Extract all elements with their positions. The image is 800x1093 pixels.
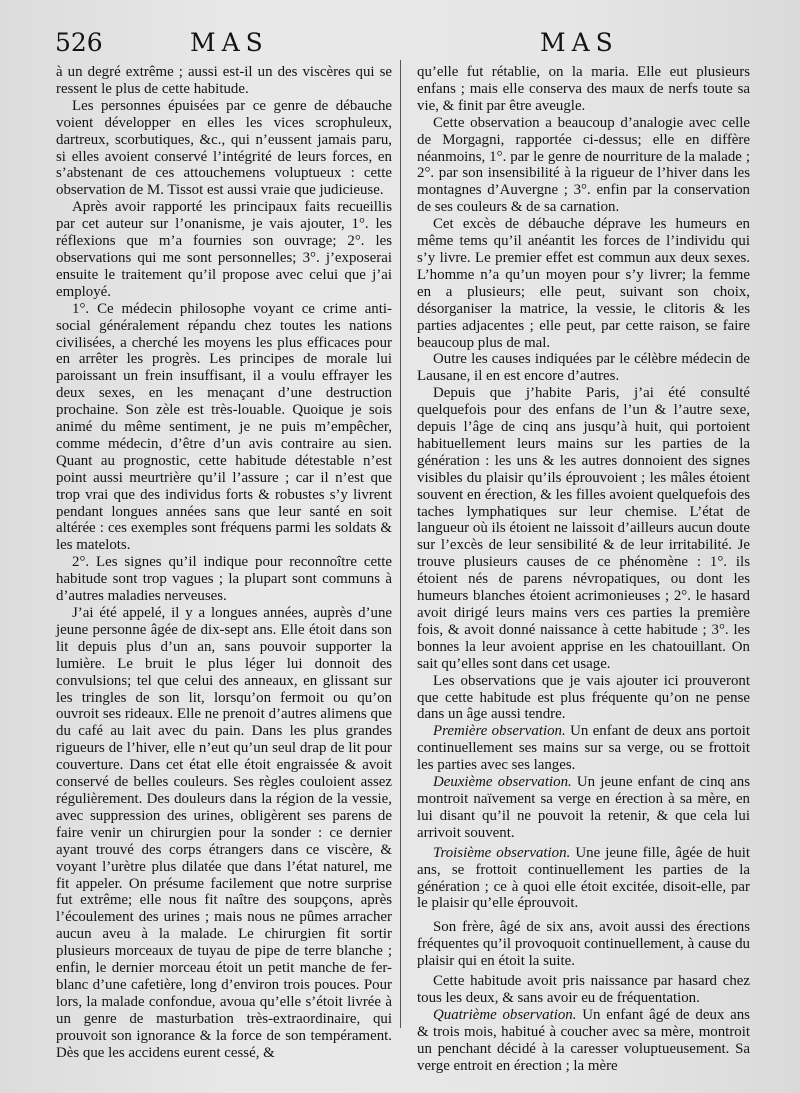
left-column [56, 64, 392, 1061]
paragraph [417, 385, 750, 672]
observation-label: Première observation. [433, 723, 566, 740]
page-number: 526 [55, 28, 103, 57]
paragraph-text: Un enfant de deux ans portoit continuellement ses mains sur sa verge, ou se frottoit les parties avec ses langes. [417, 723, 750, 774]
paragraph [417, 1007, 750, 1075]
paragraph [56, 98, 392, 199]
paragraph-text: qu’elle fut rétablie, on la maria. Elle eut plusieurs enfans ; mais elle conserva des maux de nerfs toute sa vie, & finit par être aveugle. [417, 64, 750, 114]
paragraph [56, 199, 392, 300]
paragraph-text: Cette habitude avoit pris naissance par hasard chez tous les deux, & sans avoir eu de fréquentation. [417, 973, 750, 1006]
paragraph [417, 973, 750, 1007]
paragraph-text: Son frère, âgé de six ans, avoit aussi des érections fréquentes qu’il provoquoit continuellement, à cause du plaisir qui en étoit la suite. [417, 919, 750, 970]
paragraph-text: Les observations que je vais ajouter ici prouveront que cette habitude est plus fréquente qu’on ne pense dans un âge aussi tendre. [417, 672, 750, 723]
paragraph-text: Les personnes épuisées par ce genre de débauche voient développer en elles les vices scrophuleux, dartreux, scorbutiques, &c., qui n’eussent jamais paru, si elles avoient conservé l’intégrité de leurs forces, en s’abstenant de ces attouchemens voluptueux : cette observation de M. Tissot est aussi vraie que judicieuse. [56, 97, 392, 199]
paragraph-text: Un enfant âgé de deux ans & trois mois, habitué à coucher avec sa mère, montroit un penchant décidé à la caresser voluptueusement. Sa verge entroit en érection ; la mère [417, 1006, 750, 1074]
paragraph-text: 2°. Les signes qu’il indique pour reconnoître cette habitude sont trop vagues ; la plupart sont communs à d’autres maladies nerveuses. [56, 554, 392, 605]
paragraph [56, 64, 392, 98]
column-divider [400, 60, 401, 1028]
paragraph [56, 301, 392, 555]
paragraph-text: Un jeune enfant de cinq ans montroit naïvement sa verge en érection à sa mère, en lui disant qu’il ne pouvoit la retenir, & que cela lui arrivoit souvent. [417, 774, 751, 841]
paragraph-text: à un degré extrême ; aussi est-il un des viscères qui se ressent le plus de cette habitude. [56, 64, 392, 97]
paragraph-text: Outre les causes indiquées par le célèbre médecin de Lausane, il en est encore d’autres. [417, 351, 750, 385]
paragraph [56, 554, 392, 605]
paragraph-text: 1°. Ce médecin philosophe voyant ce crime anti-social généralement répandu chez toutes les nations civilisées, a cherché les moyens les plus efficaces pour en arrêter les progrès. Les principes de morale lui paroissant un frein insuffisant, il a voulu effrayer les deux sexes, en les menaçant d’une destruction prochaine. Son zèle est très-louable. Quoique je sois animé du même sentiment, je ne puis m’empêcher, comme médecin, d’être d’un avis contraire au sien. Quant au prognostic, cette habitude détestable n’est point aussi meurtrière qu’il l’assure ; car il n’est que trop vrai que des individus forts & robustes s’y livrent pendant longues années sans que leur santé en soit altérée : ces exemples sont fréquens parmi les soldats & les matelots. [56, 300, 392, 554]
paragraph [417, 115, 750, 216]
paragraph [417, 351, 750, 385]
paragraph-text: Une jeune fille, âgée de huit ans, se frottoit continuellement les parties de la génération ; ce à quoi elle étoit excitée, disoit-elle, par le plaisir qu’elle éprouvoit. [417, 844, 750, 912]
running-head-left: MAS [190, 28, 269, 57]
paragraph [417, 919, 750, 970]
observation-label: Quatrième observation. [433, 1006, 577, 1023]
paragraph [417, 64, 750, 115]
observation-label: Deuxième observation. [433, 774, 572, 791]
paragraph [56, 605, 392, 1061]
paragraph [417, 723, 750, 774]
observation-label: Troisième observation. [433, 844, 571, 861]
paragraph [417, 216, 750, 351]
paragraph [417, 774, 750, 842]
paragraph-text: Depuis que j’habite Paris, j’ai été consulté quelquefois pour des enfans de l’un & l’autre sexe, depuis l’âge de cinq ans jusqu’à huit, qui portoient habituellement leurs mains sur les parties de la génération : les uns & les autres donnoient des signes visibles du plaisir qu’ils éprouvoient ; les mâles étoient souvent en érection, & les filles avoient quelquefois des taches lymphatiques sur leur chemise. L’état de langueur où ils étoient ne laissoit d’ailleurs aucun doute sur l’excès de leur sensibilité & de leur irritabilité. Je trouve plusieurs causes de ce phénomène : 1°. ils étoient nés de parens névropatiques, ou dont les humeurs blanches étoient acrimonieuses ; 2°. le hasard avoit dirigé leurs mains vers ces parties la première fois, & avoit donné naissance à cette habitude ; 3°. les bonnes la leur avoient apprise en les chatouillant. On sait qu’elles sont dans cet usage. [417, 385, 750, 672]
running-head-right: MAS [540, 28, 619, 57]
paragraph-text: Cette observation a beaucoup d’analogie avec celle de Morgagni, rapportée ci-dessus; elle en diffère néanmoins, 1°. par le genre de nourriture de la malade ; 2°. par son insensibilité à la rigueur de l’hiver dans les montagnes d’Auvergne ; 3°. enfin par la conservation de ses couleurs & de sa carnation. [417, 114, 750, 216]
paragraph [417, 845, 750, 913]
paragraph-text: J’ai été appelé, il y a longues années, auprès d’une jeune personne âgée de dix-sept ans. Elle étoit dans son lit depuis plus d’un an, sans pouvoir supporter la lumière. Le bruit le plus léger lui donnoit des convulsions; tel que celui des anneaux, en glissant sur les tringles de son lit, lorsqu’on fermoit ou qu’on ouvroit ses rideaux. Elle ne prenoit d’autres alimens que du café au lait avec du pain. Dans les plus grandes rigueurs de l’hiver, elle n’eut qu’un seul drap de lit pour couverture. Dans cet état elle étoit engraissée & avoit conservé de belles couleurs. Ses règles couloient assez régulièrement. Des douleurs dans la région de la vessie, avec suppression des urines, obligèrent ses parens de faire venir un chirurgien pour la sonder : ce dernier ayant trouvé des corps étrangers dans ce viscère, & voyant l’urètre plus dilatée que dans l’état naturel, me fit appeler. On présume facilement que notre surprise fut extrême; elle nous fit naître des soupçons, après l’écoulement des urines ; mais nous ne pûmes arracher aucun aveu à la malade. Le chirurgien fit sortir plusieurs morceaux de tuyau de pipe de terre blanche ; enfin, le dernier morceau étoit un petit manche de fer-blanc d’une cafetière, long d’environ trois pouces. Pour lors, la malade confondue, avoua qu’elle s’étoit livrée à un genre de masturbation très-extraordinaire, qui prouvoit son ignorance & la force de son tempérament. Dès que les accidens eurent cessé, & [56, 605, 392, 1061]
paragraph-text: Après avoir rapporté les principaux faits recueillis par cet auteur sur l’onanisme, je vais ajouter, 1°. les réflexions que m’a fournies son ouvrage; 2°. les observations qui me sont personnelles; 3°. j’exposerai ensuite le traitement qu’il propose avec celui que j’ai employé. [56, 199, 392, 300]
right-column [417, 64, 750, 1074]
paragraph [417, 673, 750, 724]
paragraph-text: Cet excès de débauche déprave les humeurs en même tems qu’il anéantit les forces de l’individu qui s’y livre. Le premier effet est commun aux deux sexes. L’homme n’a qu’un moyen pour s’y livrer; la femme en a plusieurs; elle peut, suivant son choix, désorganiser la matrice, la vessie, le clitoris & les parties adjacentes ; elle peut, par cette raison, se faire beaucoup plus de mal. [417, 216, 750, 351]
